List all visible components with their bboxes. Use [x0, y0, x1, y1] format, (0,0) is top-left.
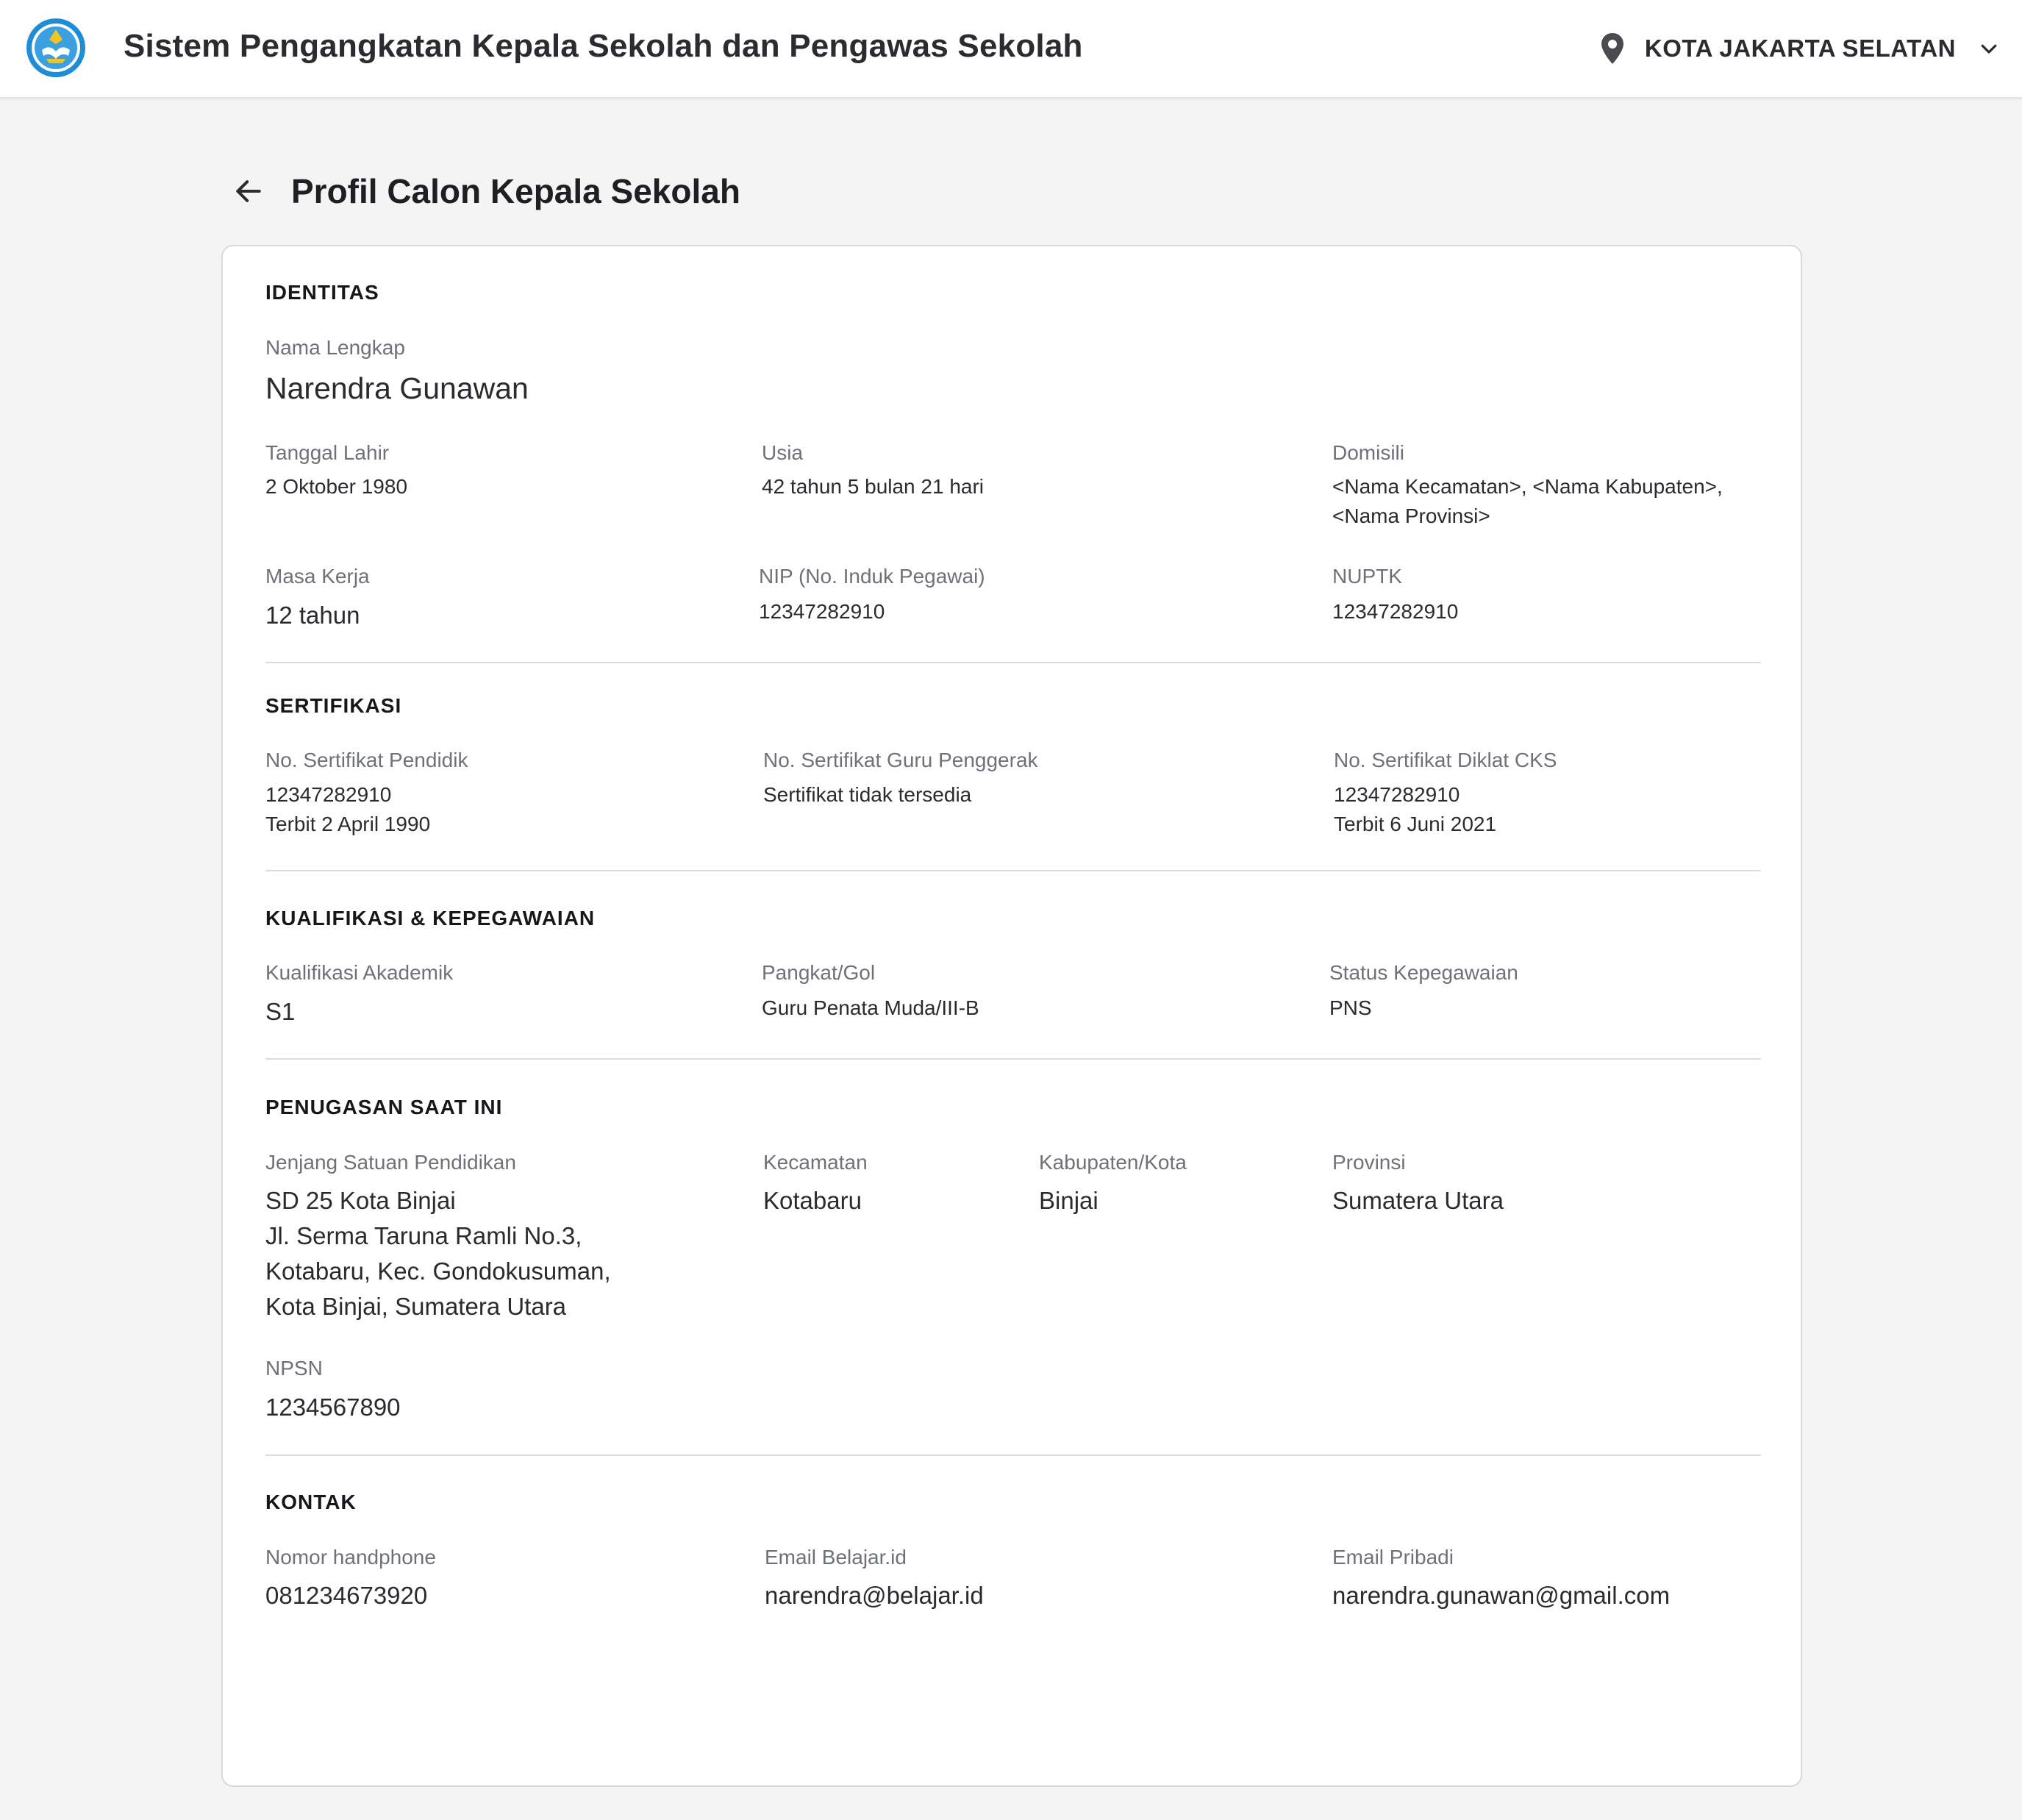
kualifikasi-akademik-label: Kualifikasi Akademik [265, 961, 454, 984]
map-pin-icon [1599, 32, 1626, 65]
chevron-down-icon [1978, 38, 2000, 60]
nama-lengkap-label: Nama Lengkap [265, 336, 405, 359]
domisili-line-1: <Nama Kecamatan>, <Nama Kabupaten>, [1332, 475, 1723, 498]
page-header [232, 163, 740, 219]
divider [265, 870, 1761, 871]
sertifikat-diklat-cks-label: No. Sertifikat Diklat CKS [1334, 749, 1557, 771]
email-pribadi-label: Email Pribadi [1332, 1546, 1454, 1569]
nama-lengkap-value: Narendra Gunawan [265, 371, 529, 405]
divider [265, 1455, 1761, 1456]
email-belajar-value: narendra@belajar.id [765, 1582, 984, 1609]
profile-card [221, 245, 1802, 1787]
kualifikasi-akademik-value: S1 [265, 998, 296, 1025]
sekolah-address-line-2: Kotabaru, Kec. Gondokusuman, [265, 1257, 611, 1285]
section-title-identitas: IDENTITAS [265, 281, 379, 304]
top-bar [0, 0, 2022, 99]
jenjang-satuan-pendidikan-label: Jenjang Satuan Pendidikan [265, 1151, 516, 1174]
region-label: KOTA JAKARTA SELATAN [1644, 35, 1956, 62]
pangkat-gol-label: Pangkat/Gol [762, 961, 876, 984]
back-button[interactable] [232, 175, 265, 207]
section-title-penugasan: PENUGASAN SAAT INI [265, 1096, 503, 1118]
tut-wuri-handayani-logo[interactable] [26, 18, 86, 78]
sekolah-address-line-3: Kota Binjai, Sumatera Utara [265, 1293, 567, 1320]
divider [265, 662, 1761, 663]
status-kepegawaian-value: PNS [1329, 996, 1372, 1019]
nuptk-value: 12347282910 [1332, 600, 1459, 623]
sertifikat-pendidik-number: 12347282910 [265, 783, 392, 806]
divider [265, 1058, 1761, 1060]
sertifikat-guru-penggerak-label: No. Sertifikat Guru Penggerak [763, 749, 1038, 771]
kecamatan-label: Kecamatan [763, 1151, 868, 1174]
usia-label: Usia [762, 441, 804, 464]
status-kepegawaian-label: Status Kepegawaian [1329, 961, 1518, 984]
provinsi-label: Provinsi [1332, 1151, 1406, 1174]
domisili-label: Domisili [1332, 441, 1404, 464]
kabupaten-kota-value: Binjai [1039, 1187, 1098, 1214]
masa-kerja-value: 12 tahun [265, 602, 360, 629]
sertifikat-diklat-cks-number: 12347282910 [1334, 783, 1460, 806]
email-belajar-label: Email Belajar.id [765, 1546, 907, 1569]
sertifikat-pendidik-label: No. Sertifikat Pendidik [265, 749, 468, 771]
tanggal-lahir-value: 2 Oktober 1980 [265, 475, 408, 498]
sekolah-name: SD 25 Kota Binjai [265, 1187, 456, 1214]
section-title-kualifikasi: KUALIFIKASI & KEPEGAWAIAN [265, 907, 596, 929]
nomor-handphone-value: 081234673920 [265, 1582, 428, 1609]
usia-value: 42 tahun 5 bulan 21 hari [762, 475, 985, 498]
pangkat-gol-value: Guru Penata Muda/III-B [762, 996, 979, 1019]
kecamatan-value: Kotabaru [763, 1187, 862, 1214]
nomor-handphone-label: Nomor handphone [265, 1546, 436, 1569]
email-pribadi-value: narendra.gunawan@gmail.com [1332, 1582, 1671, 1609]
domisili-line-2: <Nama Provinsi> [1332, 504, 1490, 527]
nuptk-label: NUPTK [1332, 565, 1402, 588]
npsn-label: NPSN [265, 1357, 323, 1380]
sekolah-address-line-1: Jl. Serma Taruna Ramli No.3, [265, 1222, 582, 1249]
page-title: Profil Calon Kepala Sekolah [291, 172, 740, 210]
sertifikat-diklat-cks-issued: Terbit 6 Juni 2021 [1334, 813, 1497, 835]
provinsi-value: Sumatera Utara [1332, 1187, 1504, 1214]
tanggal-lahir-label: Tanggal Lahir [265, 441, 390, 464]
sertifikat-pendidik-issued: Terbit 2 April 1990 [265, 813, 431, 835]
npsn-value: 1234567890 [265, 1393, 401, 1421]
nip-label: NIP (No. Induk Pegawai) [759, 565, 985, 588]
region-selector[interactable] [1599, 26, 2000, 71]
masa-kerja-label: Masa Kerja [265, 565, 370, 588]
section-title-kontak: KONTAK [265, 1491, 357, 1513]
section-title-sertifikasi: SERTIFIKASI [265, 694, 402, 717]
app-title: Sistem Pengangkatan Kepala Sekolah dan Pengawas Sekolah [124, 28, 1083, 64]
kabupaten-kota-label: Kabupaten/Kota [1039, 1151, 1187, 1174]
sertifikat-guru-penggerak-value: Sertifikat tidak tersedia [763, 783, 972, 806]
nip-value: 12347282910 [759, 600, 885, 623]
